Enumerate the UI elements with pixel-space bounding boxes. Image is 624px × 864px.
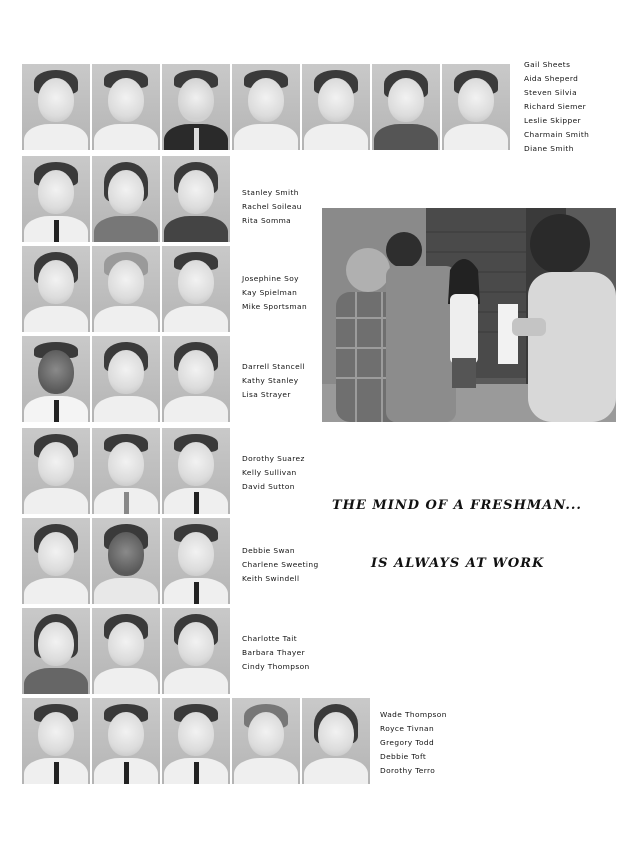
student-name: Kelly Sullivan [242, 468, 297, 477]
portrait-rita-somma [162, 156, 230, 242]
student-name: Debbie Swan [242, 546, 295, 555]
names-group-7 [242, 632, 310, 674]
candid-hallway-photo [322, 208, 616, 422]
student-name: Cindy Thompson [242, 662, 310, 671]
portrait-richard-siemer [232, 64, 300, 150]
portrait-kathy-stanley [92, 336, 160, 422]
student-name: Darrell Stancell [242, 362, 305, 371]
portrait-charmain-smith [372, 64, 440, 150]
headline-caption-2: IS ALWAYS AT WORK [371, 556, 545, 571]
names-top [524, 58, 589, 156]
portrait-rachel-soileau [92, 156, 160, 242]
names-bottom [380, 708, 447, 778]
student-name: Steven Silvia [524, 88, 578, 97]
portrait-debbie-swan [22, 518, 90, 604]
student-name: Wade Thompson [380, 710, 447, 719]
portrait-diane-smith [442, 64, 510, 150]
portrait-wade-thompson [22, 698, 90, 784]
names-group-6 [242, 544, 319, 586]
portrait-royce-tivnan [92, 698, 160, 784]
student-name: Leslie Skipper [524, 116, 581, 125]
portrait-gregory-todd [162, 698, 230, 784]
portrait-keith-swindell [162, 518, 230, 604]
names-group-4 [242, 360, 305, 402]
portrait-darrell-stancell [22, 336, 90, 422]
names-group-3 [242, 272, 307, 314]
student-name: David Sutton [242, 482, 295, 491]
portrait-kay-spielman [92, 246, 160, 332]
student-name: Barbara Thayer [242, 648, 306, 657]
portrait-lisa-strayer [162, 336, 230, 422]
portrait-gail-sheets [22, 64, 90, 150]
student-name: Diane Smith [524, 144, 574, 153]
student-name: Lisa Strayer [242, 390, 291, 399]
portrait-dorothy-terro [302, 698, 370, 784]
student-name: Kathy Stanley [242, 376, 299, 385]
student-name: Mike Sportsman [242, 302, 308, 311]
portrait-dorothy-suarez [22, 428, 90, 514]
portrait-kelly-sullivan [92, 428, 160, 514]
student-name: Stanley Smith [242, 188, 299, 197]
student-name: Rachel Soileau [242, 202, 302, 211]
student-name: Kay Spielman [242, 288, 298, 297]
portrait-debbie-toft [232, 698, 300, 784]
headline-caption-1: THE MIND OF A FRESHMAN... [332, 498, 582, 513]
student-name: Keith Swindell [242, 574, 300, 583]
student-name: Dorothy Suarez [242, 454, 305, 463]
portrait-leslie-skipper [302, 64, 370, 150]
names-group-5 [242, 452, 305, 494]
portrait-charlotte-tait [22, 608, 90, 694]
student-name: Gail Sheets [524, 60, 571, 69]
student-name: Aida Sheperd [524, 74, 579, 83]
student-name: Charlotte Tait [242, 634, 298, 643]
student-name: Charmain Smith [524, 130, 590, 139]
student-name: Gregory Todd [380, 738, 435, 747]
student-name: Josephine Soy [242, 274, 299, 283]
student-name: Richard Siemer [524, 102, 587, 111]
portrait-barbara-thayer [92, 608, 160, 694]
names-group-2 [242, 186, 302, 228]
portrait-cindy-thompson [162, 608, 230, 694]
student-name: Debbie Toft [380, 752, 427, 761]
student-name: Dorothy Terro [380, 766, 436, 775]
portrait-david-sutton [162, 428, 230, 514]
student-name: Rita Somma [242, 216, 292, 225]
portrait-mike-sportsman [162, 246, 230, 332]
portrait-josephine-soy [22, 246, 90, 332]
student-name: Charlene Sweeting [242, 560, 319, 569]
portrait-charlene-sweeting [92, 518, 160, 604]
portrait-aida-sheperd [92, 64, 160, 150]
portrait-steven-silvia [162, 64, 230, 150]
student-name: Royce Tivnan [380, 724, 435, 733]
portrait-stanley-smith [22, 156, 90, 242]
